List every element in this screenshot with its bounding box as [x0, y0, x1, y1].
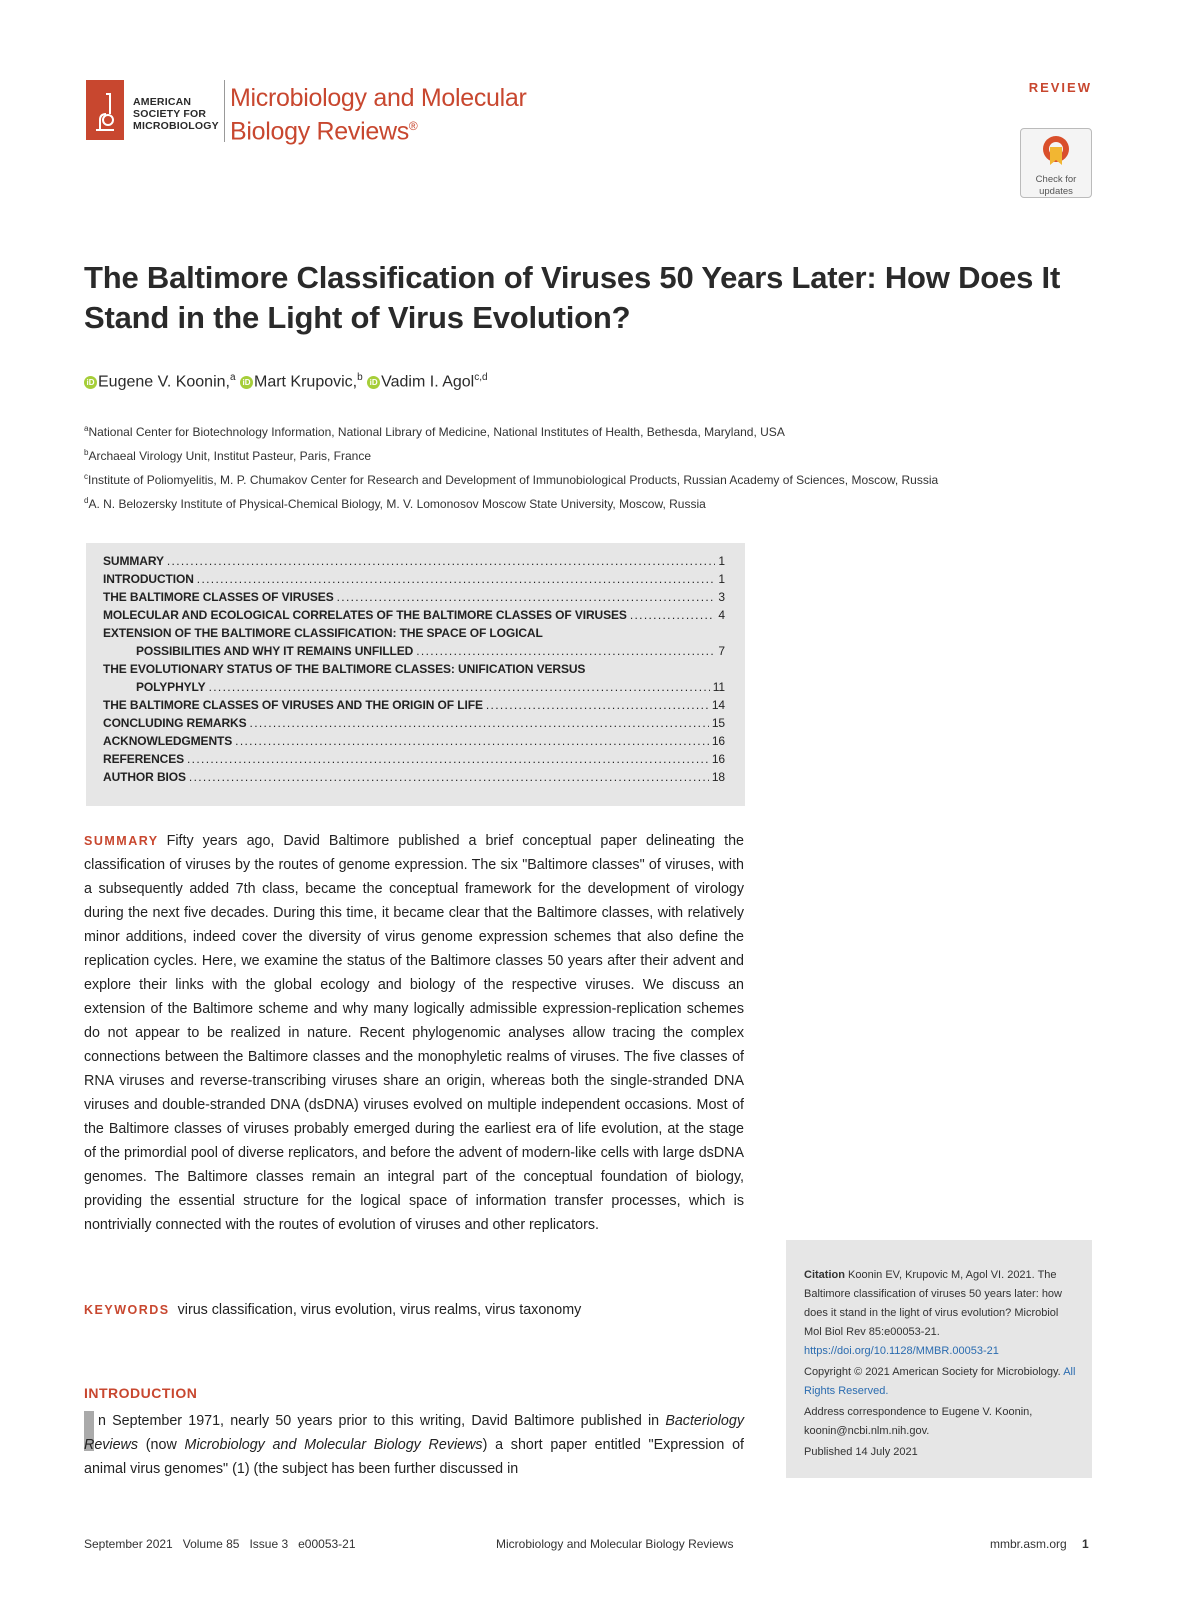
affil-mark: a: [84, 424, 89, 433]
page-number: 1: [1082, 1537, 1089, 1551]
citation-box: [786, 1240, 1092, 1478]
toc-item[interactable]: [103, 553, 725, 569]
summary-paragraph: [84, 829, 744, 1237]
asm-logo: [86, 80, 124, 140]
toc-label: THE BALTIMORE CLASSES OF VIRUSES: [103, 590, 334, 604]
asm-wordmark: [133, 96, 219, 132]
toc-page: 4: [718, 608, 725, 622]
footer-site[interactable]: mmbr.asm.org: [990, 1537, 1067, 1551]
copyright-text: Copyright © 2021 American Society for Microbiology.: [804, 1366, 1061, 1378]
orcid-icon[interactable]: iD: [240, 376, 253, 389]
intro-text: n September 1971, nearly 50 years prior to this writing, David Baltimore published in: [98, 1413, 666, 1429]
affil-mark: b: [84, 448, 89, 457]
author-affil-mark: c,d: [474, 372, 488, 383]
article-title: The Baltimore Classification of Viruses 50 Years Later: How Does It Stand in the Light of Virus Evolution?: [84, 260, 1061, 335]
toc-label: ACKNOWLEDGMENTS: [103, 734, 233, 748]
intro-text: (now: [138, 1437, 185, 1453]
journal-name-line1: Microbiology and Molecular: [230, 84, 527, 112]
toc-label: EXTENSION OF THE BALTIMORE CLASSIFICATION: THE SPACE OF LOGICAL: [103, 626, 543, 640]
toc-label: THE EVOLUTIONARY STATUS OF THE BALTIMORE CLASSES: UNIFICATION VERSUS: [103, 662, 586, 676]
article-type-label: REVIEW: [1028, 80, 1092, 95]
toc-page: 14: [711, 698, 725, 712]
affiliation: [84, 448, 371, 463]
affiliation: [84, 472, 938, 487]
toc-label: THE BALTIMORE CLASSES OF VIRUSES AND THE ORIGIN OF LIFE: [103, 698, 483, 712]
correspondence-text: Address correspondence to Eugene V. Koonin, koonin@ncbi.nlm.nih.gov.: [804, 1406, 1033, 1437]
toc-label: SUMMARY: [103, 554, 164, 568]
toc-label: INTRODUCTION: [103, 572, 194, 586]
keywords-text: virus classification, virus evolution, virus realms, virus taxonomy: [177, 1302, 582, 1318]
toc-page: 11: [712, 680, 725, 694]
toc-label: MOLECULAR AND ECOLOGICAL CORRELATES OF THE BALTIMORE CLASSES OF VIRUSES: [103, 608, 627, 622]
footer-issue: September 2021 Volume 85 Issue 3 e00053-21: [84, 1537, 356, 1551]
affiliation: [84, 496, 706, 511]
affil-text: A. N. Belozersky Institute of Physical-Chemical Biology, M. V. Lomonosov Moscow State University, Moscow, Russia: [88, 497, 706, 511]
toc-item[interactable]: [103, 751, 725, 767]
toc-page: 1: [718, 554, 725, 568]
journal-name-line2: Biology Reviews: [230, 117, 409, 146]
doi-link[interactable]: https://doi.org/10.1128/MMBR.00053-21: [804, 1345, 999, 1357]
footer-journal: Microbiology and Molecular Biology Reviews: [496, 1537, 734, 1551]
toc-page: 1: [718, 572, 725, 586]
citation-label: Citation: [804, 1269, 845, 1281]
summary-heading: SUMMARY: [84, 834, 159, 848]
author-name: Mart Krupovic,: [253, 373, 358, 391]
toc-item[interactable]: [136, 679, 725, 695]
toc-label: POSSIBILITIES AND WHY IT REMAINS UNFILLED: [136, 644, 414, 658]
toc-item[interactable]: [103, 697, 725, 713]
toc-item[interactable]: [103, 571, 725, 587]
toc-page: 18: [711, 770, 725, 784]
toc-label: AUTHOR BIOS: [103, 770, 186, 784]
check-updates-line2: updates: [1039, 186, 1073, 197]
author-name: Eugene V. Koonin,: [98, 373, 230, 391]
registered-mark: ®: [408, 119, 418, 133]
journal-ref: Microbiology and Molecular Biology Reviews: [184, 1437, 483, 1453]
check-updates-line1: Check for: [1035, 174, 1077, 185]
asm-line: AMERICAN: [133, 96, 192, 108]
toc-page: 15: [711, 716, 725, 730]
toc-page: 16: [711, 734, 725, 748]
affil-text: Archaeal Virology Unit, Institut Pasteur, Paris, France: [88, 449, 372, 463]
published-date: Published 14 July 2021: [804, 1446, 918, 1458]
citation-text: Koonin EV, Krupovic M, Agol VI. 2021. The Baltimore classification of viruses 50 years later: how does it stand in the light of virus evolution? Microbiol Mol Biol Rev 85:e00053-21.: [804, 1269, 1062, 1338]
affiliation: [84, 424, 785, 439]
toc-page: 3: [718, 590, 725, 604]
author-name: Vadim I. Agol: [381, 373, 475, 391]
toc-item[interactable]: [103, 625, 725, 641]
journal-ref: Bacteriology Reviews: [84, 1413, 744, 1453]
orcid-icon[interactable]: iD: [84, 376, 97, 389]
toc-label: REFERENCES: [103, 752, 185, 766]
asm-line: SOCIETY FOR: [133, 108, 207, 120]
toc-item[interactable]: [103, 769, 725, 785]
toc-page: 7: [718, 644, 725, 658]
toc-item[interactable]: [103, 607, 725, 623]
check-for-updates-button[interactable]: [1020, 128, 1092, 198]
toc-item[interactable]: [136, 643, 725, 659]
toc-item[interactable]: [103, 589, 725, 605]
keywords: [84, 1302, 581, 1318]
introduction-text: [84, 1409, 744, 1481]
affil-text: National Center for Biotechnology Information, National Library of Medicine, National Institutes of Health, Bethesda, Maryland, USA: [88, 425, 785, 439]
author-list: [84, 372, 488, 391]
toc-item[interactable]: [103, 733, 725, 749]
toc-item[interactable]: [103, 715, 725, 731]
toc-label: CONCLUDING REMARKS: [103, 716, 247, 730]
summary-text: Fifty years ago, David Baltimore published a brief conceptual paper delineating the classification of viruses by the routes of genome expression. The six "Baltimore classes" of viruses, with a subsequently added 7th class, became the conceptual framework for the development of virology during the next five decades. During this time, it became clear that the Baltimore classes, with relatively minor additions, indeed cover the diversity of virus genome expression schemes that also define the replication cycles. Here, we examine the status of the Baltimore classes 50 years after their advent and explore their links with the global ecology and biology of the respective viruses. We discuss an extension of the Baltimore scheme and why many logically admissible expression-replication schemes do not appear to be realized in nature. Recent phylogenomic analyses allow tracing the complex connections between the Baltimore classes and the monophyletic realms of viruses. The five classes of RNA viruses and reverse-transcribing viruses share an origin, whereas both the single-stranded DNA viruses and double-stranded DNA (dsDNA) viruses evolved on multiple independent occasions. Most of the Baltimore classes of viruses probably emerged during the earliest era of life evolution, at the stage of the primordial pool of diverse replicators, and before the advent of modern-like cells with large dsDNA genomes. The Baltimore classes remain an integral part of the conceptual foundation of biology, providing the essential structure for the logical space of information transfer processes, which is nontrivially connected with the routes of evolution of viruses and other replicators.: [84, 833, 744, 1233]
asm-line: MICROBIOLOGY: [133, 120, 219, 132]
bookmark-icon: [1041, 134, 1071, 168]
rights-link[interactable]: All Rights Reserved.: [804, 1366, 1076, 1397]
affil-mark: d: [84, 496, 89, 505]
intro-text: ) a short paper entitled "Expression of animal virus genomes" (1) (the subject has been further discussed in: [84, 1437, 745, 1477]
keywords-heading: KEYWORDS: [84, 1303, 170, 1317]
toc-item[interactable]: [103, 661, 725, 677]
orcid-icon[interactable]: iD: [367, 376, 380, 389]
affil-mark: c: [84, 472, 88, 481]
toc-page: 16: [711, 752, 725, 766]
journal-name: [230, 84, 527, 145]
introduction-heading: INTRODUCTION: [84, 1385, 198, 1401]
logo-divider: [224, 80, 225, 142]
affil-text: Institute of Poliomyelitis, M. P. Chumakov Center for Research and Development of Immunobiological Products, Russian Academy of Sciences, Moscow, Russia: [88, 473, 939, 487]
toc-label: POLYPHYLY: [136, 680, 206, 694]
author-affil-mark: a: [229, 372, 236, 383]
table-of-contents: [86, 543, 745, 806]
author-affil-mark: b: [357, 372, 363, 383]
